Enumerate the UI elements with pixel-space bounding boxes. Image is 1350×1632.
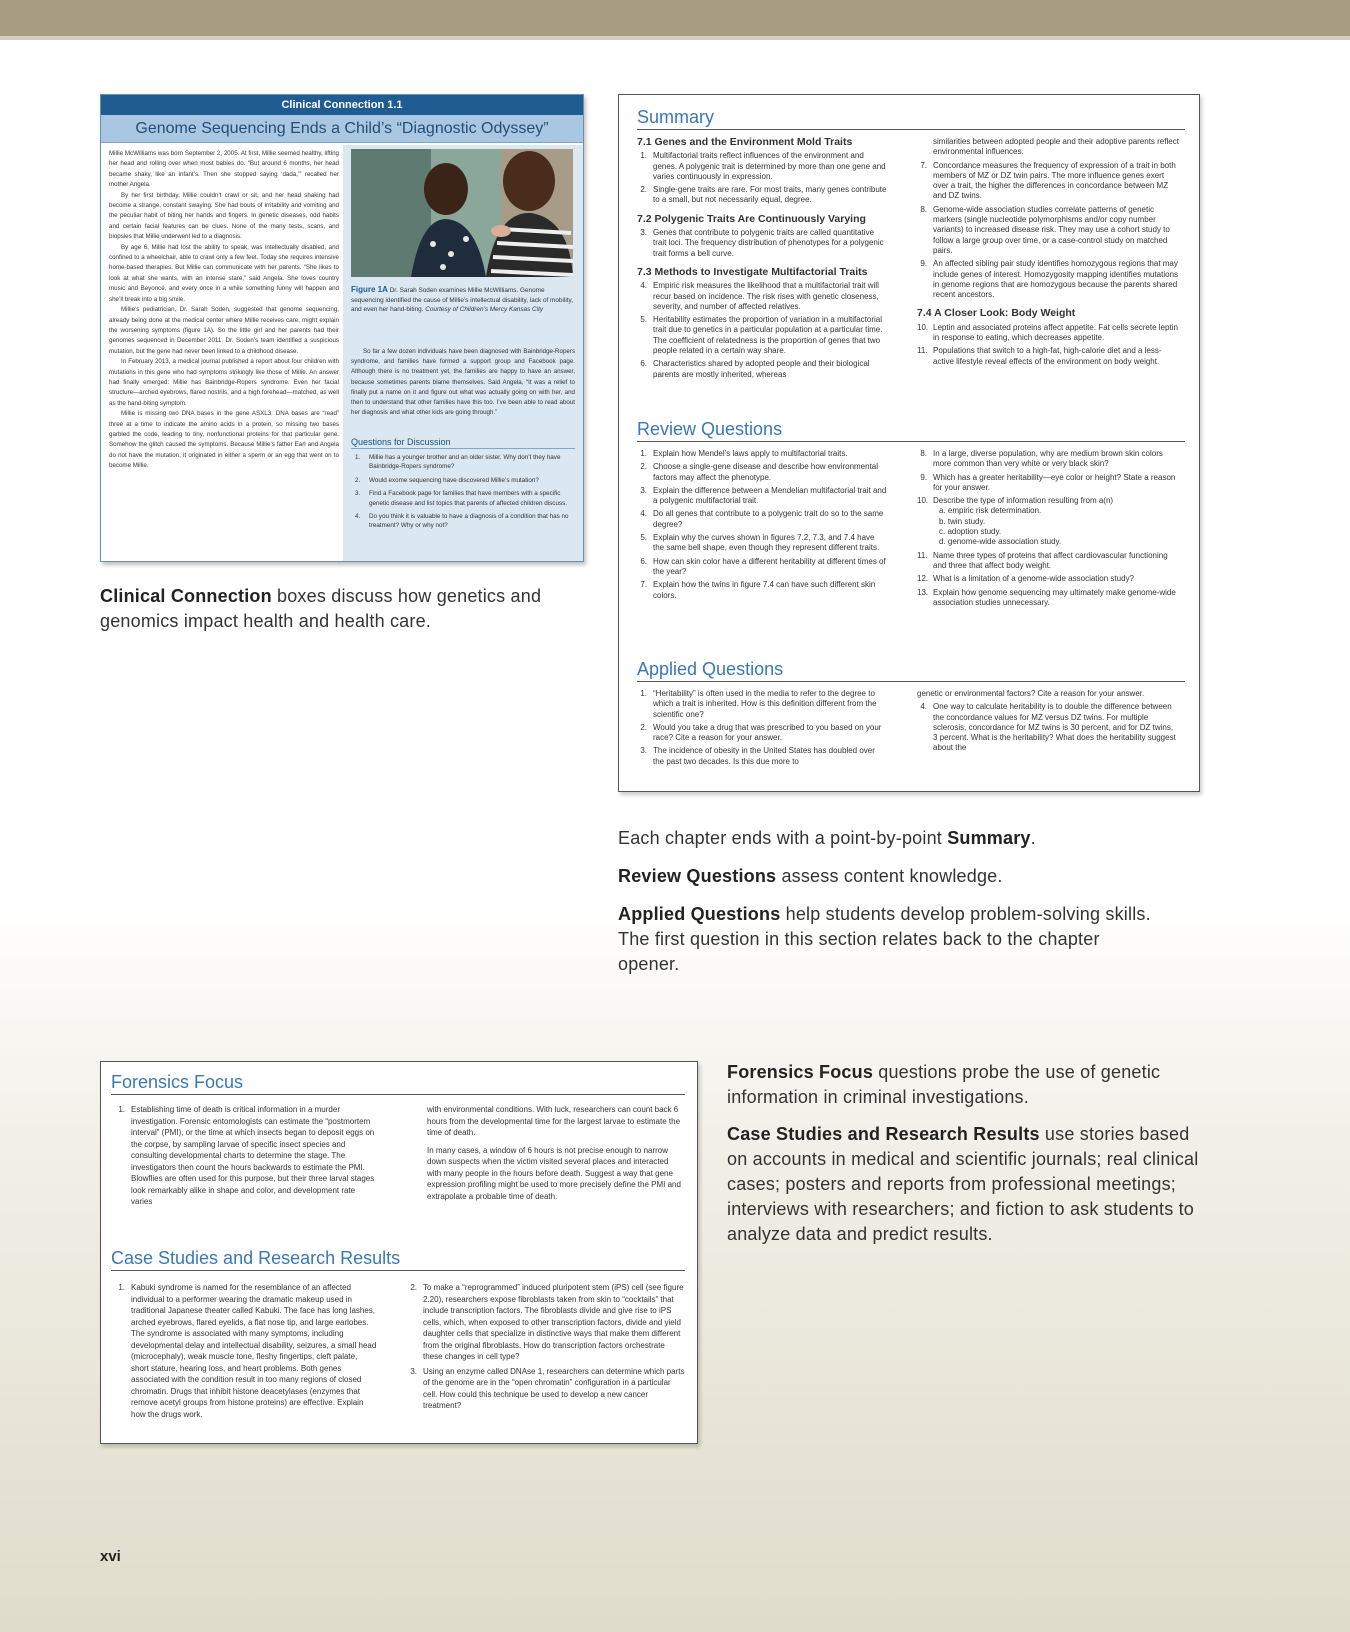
- clinical-connection-description: Clinical Connection boxes discuss how genetics and genomics impact health and health care.: [100, 586, 542, 631]
- figure-caption: [351, 285, 575, 315]
- applied-question: 2. Would you take a drug that was prescribed to you based on your race? Cite a reason for your answer.: [640, 722, 882, 743]
- clinical-connection-story: [109, 149, 339, 472]
- figure-caption-text: Dr. Sarah Soden examines Millie McWilliams. Genome sequencing identified the cause of Millie’s intellectual disability, lack of mobility, and even her hand-biting.: [351, 287, 574, 314]
- review-description: Review Questions assess content knowledge.: [618, 866, 1003, 886]
- case-studies-description: Case Studies and Research Results use stories based on accounts in medical and scientific journals; real clinical cases; posters and reports from professional meetings; interviews with researchers; and fiction to ask students to analyze data and predict results.: [727, 1124, 1199, 1244]
- review-question: 3. Explain the difference between a Mendelian multifactorial trait and a polygenic multifactorial trait.: [640, 485, 887, 506]
- forensics-focus-heading: Forensics Focus: [111, 1072, 685, 1095]
- summary-item: 4. Empiric risk measures the likelihood that a multifactorial trait will recur based on incidence. The risk rises with genetic closeness, severity, and number of affected relatives.: [640, 281, 879, 311]
- review-question: 10. Describe the type of information resulting from a(n): [917, 496, 1114, 506]
- review-question: 12. What is a limitation of a genome-wide association study?: [917, 574, 1134, 584]
- applied-description: Applied Questions help students develop problem-solving skills. The first question in this section relates back to the chapter opener.: [618, 904, 1151, 974]
- case-study-question: 1. Kabuki syndrome is named for the resemblance of an affected individual to a performer wearing the dramatic makeup used in traditional Japanese theater called Kabuki. The face has long lashes, arched eyebrows, flared eyelids, a flat nose tip, and large earlobes. The syndrome is associated with many symptoms, including developmental delay and intellectual disability, seizures, a small head (microcephaly), weak muscle tone, fleshy fingertips, cleft palate, short stature, hearing loss, and heart problems. Both genes associated with the condition result in too many regions of closed chromatin. Drugs that inhibit histone deacetylases (enzymes that remove acetyl groups from histone proteins) are effective. Explain how the drugs work.: [118, 1283, 377, 1419]
- review-question: 7. Explain how the twins in figure 7.4 can have such different skin colors.: [640, 580, 876, 600]
- figure-courtesy: Courtesy of Children’s Mercy Kansas City: [425, 306, 544, 314]
- figure-label: Figure 1A: [351, 285, 388, 294]
- discussion-questions: [351, 453, 575, 535]
- review-question: 13. Explain how genome sequencing may ultimately make genome-wide association studies unnecessary.: [917, 587, 1176, 607]
- discussion-question: 2. Would exome sequencing have discovered Millie’s mutation?: [355, 476, 539, 484]
- applied-continued-text: genetic or environmental factors? Cite a reason for your answer.: [917, 689, 1145, 698]
- review-question: 2. Choose a single-gene disease and describe how environmental factors may affect the phenotype.: [640, 462, 879, 482]
- review-left-column: [637, 449, 887, 604]
- story-continued-paragraph: So far a few dozen individuals have been diagnosed with Bainbridge-Ropers syndrome, and families have formed a support group and Facebook page. Although there is no treatment yet, the families are happy to have an answer, because sometimes parents blame themselves. Said Angela, “It was a relief to finally put a name on it and figure out what was actually going on with her, and then to understand that other families have this too. I’ve been able to read about her diagnosis and what other kids are going through.”: [351, 348, 575, 417]
- summary-item: 2. Single-gene traits are rare. For most traits, many genes contribute to a small, but not necessarily equal, degree.: [640, 185, 887, 205]
- top-rule: [0, 36, 1350, 40]
- applied-question: 3. The incidence of obesity in the United States has doubled over the past two decades. Is this due more to: [640, 746, 875, 766]
- clinical-connection-label: Clinical Connection 1.1: [101, 95, 583, 115]
- top-color-bar: [0, 0, 1350, 36]
- summary-right-column: [917, 137, 1179, 370]
- review-question: 6. How can skin color have a different heritability at different times of the year?: [640, 556, 886, 576]
- applied-question: 4. One way to calculate heritability is to double the difference between the concordance values for MZ versus DZ twins. For multiple sclerosis, concordance for MZ twins is 30 percent, and for DZ twins, 3 percent. What is the heritability? What does the heritability suggest about the: [920, 702, 1176, 753]
- case-studies-left-column: [115, 1282, 377, 1423]
- case-study-question: 2. To make a “reprogrammed” induced pluripotent stem (iPS) cell (see figure 2.20), researchers expose fibroblasts taken from skin to “cocktails” that include transcription factors. The fibroblasts divide and give rise to iPS cells, which, when exposed to other transcription factors, divide and yield daughter cells that specialize in distinctive ways that make them different from the original fibroblasts. How do transcription factors orchestrate these changes in cell type?: [410, 1283, 684, 1361]
- summary-review-box: [618, 94, 1200, 792]
- questions-for-discussion-heading: Questions for Discussion: [351, 437, 575, 449]
- summary-left-column: [637, 137, 887, 383]
- summary-item: 7. Concordance measures the frequency of expression of a trait in both members of MZ or DZ twin pairs. The more influence genes exert over a trait, the higher the differences in concordance between MZ and DZ twins.: [920, 160, 1176, 201]
- discussion-question: 4. Do you think it is valuable to have a diagnosis of a condition that has no treatment? Why or why not?: [355, 513, 569, 530]
- summary-item: 5. Heritability estimates the proportion of variation in a multifactorial trait due to genetics in a particular population at a particular time. The coefficient of relatedness is the proportion of genes that two people related in a certain way share.: [640, 315, 883, 356]
- summary-continued-text: similarities between adopted people and their adoptive parents reflect environmental influences.: [933, 137, 1179, 157]
- doctor-examining-child-photo: [351, 149, 573, 277]
- summary-heading: Summary: [637, 107, 1185, 130]
- forensics-case-studies-box: [100, 1061, 698, 1444]
- review-question: 4. Do all genes that contribute to a polygenic trait do so to the same degree?: [640, 509, 884, 529]
- summary-item: 9. An affected sibling pair study identifies homozygous regions that may include genes of interest. Homozygosity mapping identifies mutations in genome regions that are homozygous because the parents shared recent ancestors.: [920, 259, 1179, 300]
- summary-item: 6. Characteristics shared by adopted people and their biological parents are mostly inherited, whereas: [640, 359, 870, 379]
- summary-section-title: 7.1 Genes and the Environment Mold Traits: [637, 136, 853, 148]
- forensics-right-column: [427, 1104, 683, 1202]
- summary-section-title: 7.3 Methods to Investigate Multifactorial Traits: [637, 265, 868, 278]
- forensics-continued-text: with environmental conditions. With luck, researchers can count back 6 hours from the developmental time for the largest larvae to estimate the time of death.: [427, 1105, 681, 1137]
- review-question: 5. Explain why the curves shown in figures 7.2, 7.3, and 7.4 have the same bell shape, even though they represent different traits.: [640, 533, 880, 553]
- summary-item: 1. Multifactorial traits reflect influences of the environment and genes. A polygenic trait is determined by more than one gene and varies continuously in expression.: [640, 151, 886, 181]
- case-study-question: 3. Using an enzyme called DNAse 1, researchers can determine which parts of the genome are in the “open chromatin” configuration in a particular cell. How could this technique be used to develop a new cancer treatment?: [410, 1366, 685, 1410]
- clinical-connection-sidebar: [343, 145, 584, 561]
- applied-question: 1. “Heritability” is often used in the media to refer to the degree to which a trait is inherited. How is this definition different from the scientific one?: [640, 689, 877, 719]
- page-number: xvi: [100, 1548, 121, 1565]
- story-paragraph: By age 6, Millie had lost the ability to speak, was intellectually disabled, and confined to a wheelchair, able to crawl only a few feet. Today she requires intensive home-based therapies. But Millie can communicate with her parents. “She likes to look at what she wants, with an intense stare,” said Angela. She loves country music and Beyoncé, and every once in a while something funny will happen and she’ll break into a big smile.: [109, 243, 339, 303]
- review-question: 1. Explain how Mendel’s laws apply to multifactorial traits.: [640, 449, 848, 458]
- story-paragraph: Millie McWilliams was born September 2, 2005. At first, Millie seemed healthy, lifting her head and rolling over when most babies do. “But around 6 months, her head became shaky, like an infant’s. Then she stopped saying ‘dada,’” recalled her mother Angela.: [109, 150, 339, 189]
- story-paragraph: Millie is missing two DNA bases in the gene ASXL3. DNA bases are “read” three at a time to indicate the amino acids in a protein, so missing two bases garbled the code, leading to tiny, nonfunctional proteins for that particular gene. Somehow the glitch caused the symptoms. Because Millie’s father Earl and Angela do not have the mutation, it originated in either a sperm or an egg that went on to become Millie.: [109, 410, 339, 470]
- summary-section-title: 7.2 Polygenic Traits Are Continuously Varying: [637, 212, 866, 225]
- case-studies-right-column: [407, 1282, 685, 1415]
- story-paragraph: By her first birthday, Millie couldn’t crawl or sit, and her head shaking had become a strange, constant swaying. She had bouts of irritability and vomiting and the peculiar habit of biting her hands and fingers. In genetic diseases, odd habits and certain facial features can be clues. None of the many tests, scans, and biopsies that Millie underwent led to a diagnosis.: [109, 191, 339, 241]
- case-studies-heading: Case Studies and Research Results: [111, 1248, 685, 1271]
- review-right-column: [917, 449, 1179, 611]
- forensics-question: 1. Establishing time of death is critical information in a murder investigation. Forensic entomologists can estimate the “postmortem interval” (PMI), or the time at which insects began to deposit eggs on the corpse, by sampling larvae of specific insect species and consulting developmental charts to determine the stage. The investigators then count the hours backwards to estimate the PMI. Blowflies are often used for this purpose, but their three larval stages look remarkably alike in shape and color, and development rate varies: [118, 1105, 375, 1206]
- clinical-connection-title: Genome Sequencing Ends a Child’s “Diagnostic Odyssey”: [101, 115, 583, 143]
- review-question: 9. Which has a greater heritability—eye color or height? State a reason for your answer.: [920, 472, 1176, 492]
- review-question: 11. Name three types of proteins that affect cardiovascular functioning and three that affect body weight.: [917, 550, 1168, 570]
- summary-section-title: 7.4 A Closer Look: Body Weight: [917, 307, 1076, 320]
- summary-item: 10. Leptin and associated proteins affect appetite. Fat cells secrete leptin in response to eating, which decreases appetite.: [917, 322, 1178, 343]
- forensics-paragraph: In many cases, a window of 6 hours is not precise enough to narrow down suspects when the victim visited several places and interacted with many people in the hours before death. Suggest a way that gene expression profiling might be used to more precisely define the PMI and extrapolate a probable time of death.: [427, 1145, 681, 1201]
- summary-item: 3. Genes that contribute to polygenic traits are called quantitative trait loci. The frequency distribution of phenotypes for a polygenic trait forms a bell curve.: [640, 228, 884, 258]
- summary-item: 11. Populations that switch to a high-fat, high-calorie diet and a less-active lifestyle reveal effects of the environment on body weight.: [917, 346, 1162, 366]
- applied-questions-heading: Applied Questions: [637, 659, 1185, 682]
- applied-left-column: [637, 689, 887, 770]
- story-paragraph: Millie’s pediatrician, Dr. Sarah Soden, suggested that genome sequencing, already being done at the medical center where Millie receives care, might explain the worsening symptoms (figure 1A). So the little girl and her parents had their genomes sequenced in December 2011. Dr. Soden’s team identified a suspicious mutation, but the gene had never been linked to a childhood disease.: [109, 306, 339, 355]
- review-question: 8. In a large, diverse population, why are medium brown skin colors more common than very white or very black skin?: [920, 449, 1163, 469]
- forensics-description: Forensics Focus questions probe the use of genetic information in criminal investigations.: [727, 1062, 1161, 1107]
- applied-right-column: [917, 689, 1179, 757]
- review-question-sublist: a. empiric risk determination. b. twin study. c. adoption study. d. genome-wide association study.: [939, 506, 1062, 547]
- discussion-question: 3. Find a Facebook page for families that have members with a specific genetic disease and list topics that parents of affected children discuss.: [355, 490, 568, 507]
- review-questions-heading: Review Questions: [637, 419, 1185, 442]
- clinical-connection-box: [100, 94, 584, 562]
- summary-description: Each chapter ends with a point-by-point Summary.: [618, 828, 1036, 848]
- discussion-question: 1. Millie has a younger brother and an older sister. Why don’t they have Bainbridge-Ropers syndrome?: [355, 454, 561, 471]
- story-paragraph: In February 2013, a medical journal published a report about four children with mutations in this gene who had symptoms strikingly like those of Millie. An answer had finally emerged: Millie has Bainbridge-Ropers syndrome. Even her facial structure—arched eyebrows, flared nostrils, and a high forehead—matched, as well as the hand-biting symptom.: [109, 358, 339, 407]
- forensics-left-column: [115, 1104, 375, 1211]
- summary-item: 8. Genome-wide association studies correlate patterns of genetic markers (single nucleotide polymorphisms and/or copy number variants) to increased disease risk. They may use a cohort study to follow a large group over time, or a case-control study on matched pairs.: [920, 204, 1170, 255]
- photo-illustration: [351, 149, 573, 277]
